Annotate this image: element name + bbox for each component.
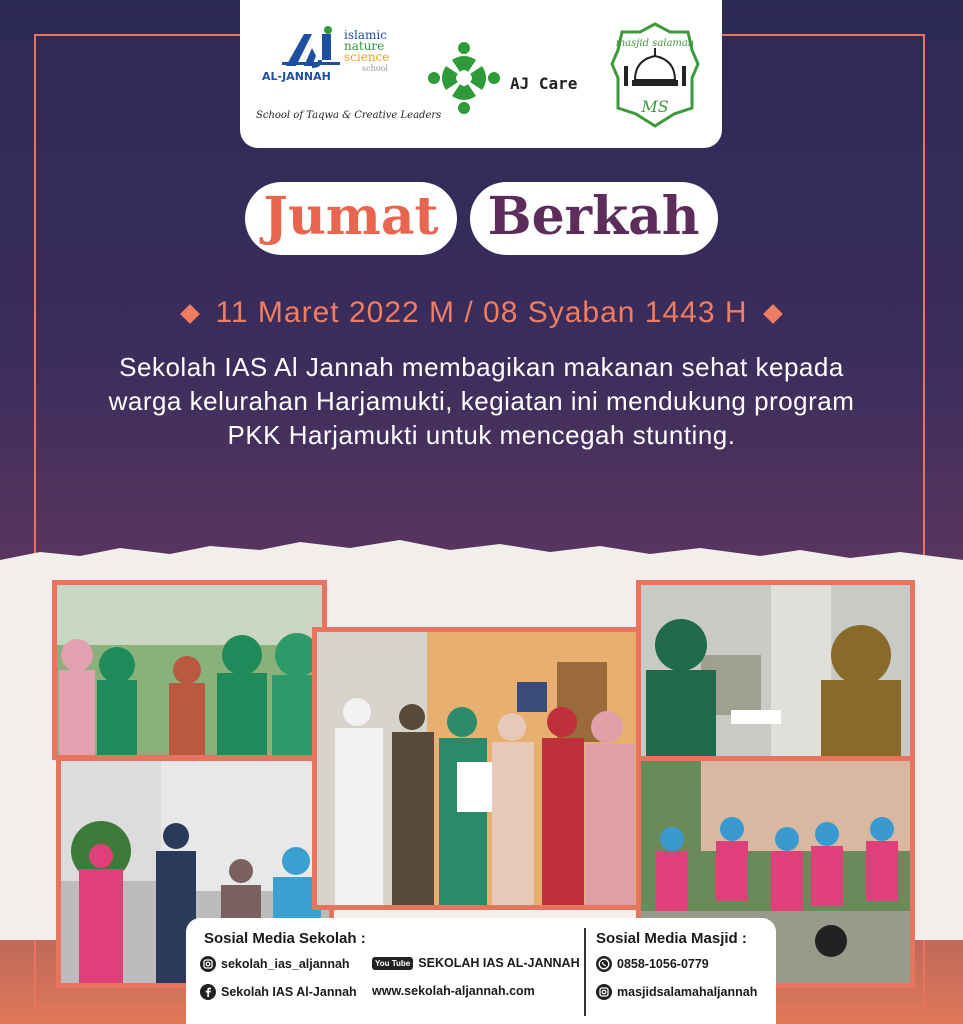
diamond-left-icon bbox=[181, 304, 201, 324]
social-media-box bbox=[186, 918, 776, 1024]
photo-doorstep-icon bbox=[641, 585, 910, 760]
logo-header bbox=[240, 0, 722, 148]
school-website-url: www.sekolah-aljannah.com bbox=[372, 984, 535, 998]
whatsapp-icon bbox=[596, 956, 612, 972]
aj-line-science: science bbox=[344, 50, 390, 64]
masjid-monogram: MS bbox=[641, 97, 669, 116]
title-word-jumat: Jumat bbox=[245, 182, 456, 255]
masjid-whatsapp[interactable] bbox=[596, 956, 709, 972]
instagram-icon bbox=[200, 956, 216, 972]
photo-group-women-icon bbox=[57, 585, 322, 755]
school-instagram-handle: sekolah_ias_aljannah bbox=[221, 957, 350, 971]
school-instagram[interactable] bbox=[200, 956, 350, 972]
aj-care-name: AJ Care bbox=[510, 74, 578, 93]
photo-center bbox=[312, 627, 648, 910]
facebook-icon bbox=[200, 984, 216, 1000]
al-jannah-logo bbox=[256, 26, 442, 126]
school-social-heading: Sosial Media Sekolah : bbox=[204, 930, 366, 947]
instagram-icon bbox=[596, 984, 612, 1000]
masjid-salamah-name: masjid salamah bbox=[615, 38, 695, 49]
social-divider bbox=[584, 928, 586, 1016]
school-facebook[interactable] bbox=[200, 984, 357, 1000]
aj-care-people-icon bbox=[424, 38, 504, 118]
school-website[interactable] bbox=[372, 984, 535, 998]
al-jannah-name: AL-JANNAH bbox=[262, 70, 331, 83]
masjid-social-heading: Sosial Media Masjid : bbox=[596, 930, 747, 947]
photo-top-left bbox=[52, 580, 327, 760]
school-facebook-page: Sekolah IAS Al-Jannah bbox=[221, 985, 357, 999]
aj-mark-icon bbox=[282, 26, 340, 68]
al-jannah-subtitle bbox=[344, 30, 389, 74]
youtube-icon: You Tube bbox=[372, 957, 413, 970]
aj-line-nature: nature bbox=[344, 39, 385, 53]
school-youtube-channel: SEKOLAH IAS AL-JANNAH bbox=[418, 956, 580, 970]
school-youtube[interactable] bbox=[372, 956, 580, 970]
masjid-salamah-logo bbox=[610, 22, 700, 128]
photo-top-right bbox=[636, 580, 915, 765]
photo-handover-room-icon bbox=[317, 632, 643, 905]
description: Sekolah IAS Al Jannah membagikan makanan sehat kepada warga kelurahan Harjamukti, kegiatan ini mendukung program PKK Harjamukti untuk mencegah stunting. bbox=[108, 352, 855, 450]
masjid-instagram[interactable] bbox=[596, 984, 757, 1000]
al-jannah-tagline: School of Taqwa & Creative Leaders bbox=[256, 110, 442, 121]
masjid-instagram-handle: masjidsalamahaljannah bbox=[617, 985, 758, 999]
aj-care-logo bbox=[424, 38, 594, 128]
diamond-right-icon bbox=[763, 304, 783, 324]
aj-line-islamic: islamic bbox=[344, 28, 387, 42]
title bbox=[0, 182, 963, 255]
date-text: 11 Maret 2022 M / 08 Syaban 1443 H bbox=[215, 296, 748, 329]
title-word-berkah: Berkah bbox=[470, 182, 718, 255]
aj-line-school: school bbox=[362, 64, 388, 73]
date-line bbox=[0, 296, 963, 330]
masjid-whatsapp-number: 0858-1056-0779 bbox=[617, 957, 709, 971]
